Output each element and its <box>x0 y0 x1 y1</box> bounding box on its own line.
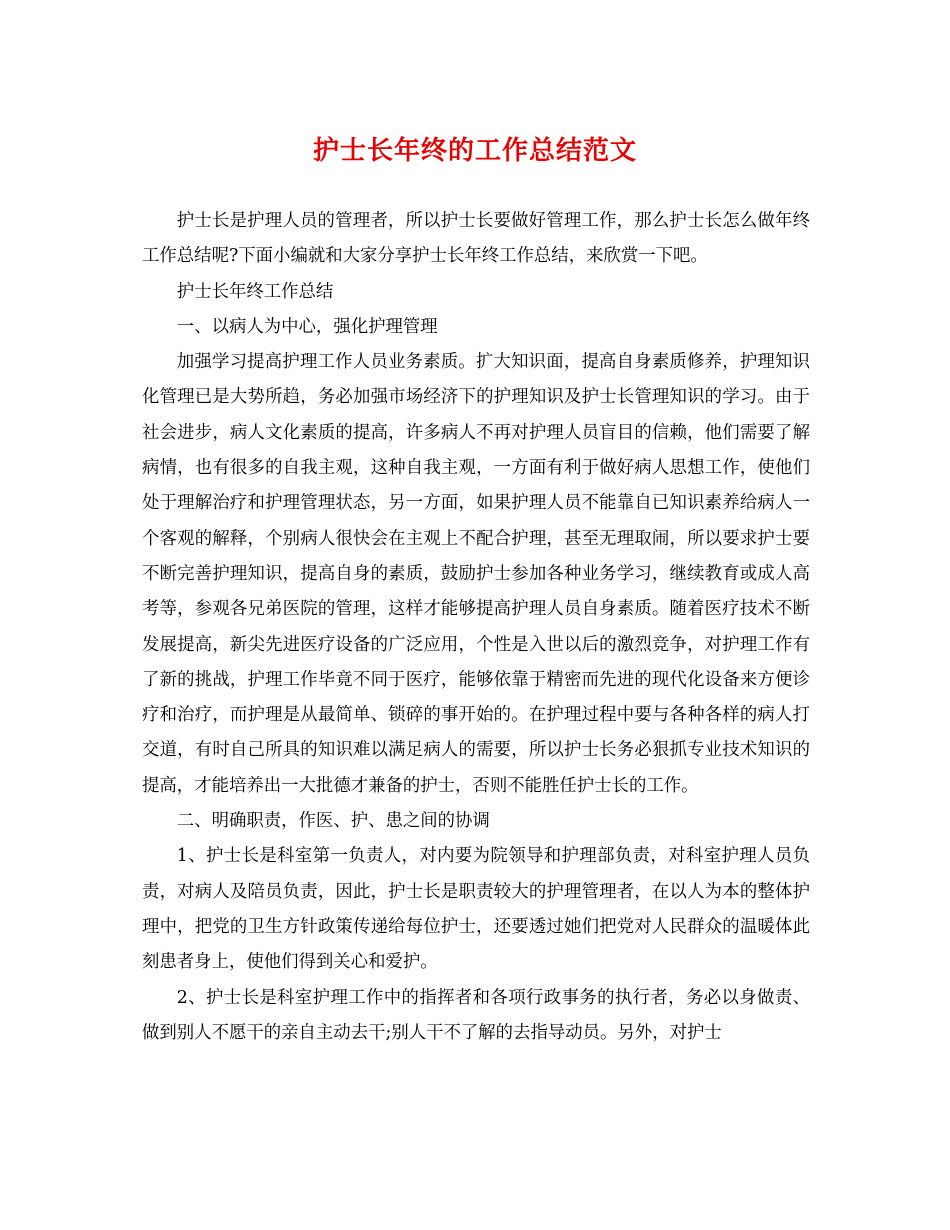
section-heading-2: 二、明确职责，作医、护、患之间的协调 <box>176 811 490 832</box>
paragraph-item-2: 2、护士长是科室护理工作中的指挥者和各项行政事务的执行者，务必以身做责、做到别人不愿干的亲自主动去干;别人干不了解的去指导动员。另外，对护士 <box>142 987 810 1043</box>
document-title: 护士长年终的工作总结范文 <box>312 136 637 166</box>
paragraph-intro: 护士长是护理人员的管理者，所以护士长要做好管理工作，那么护士长怎么做年终工作总结呢?下面小编就和大家分享护士长年终工作总结，来欣赏一下吧。 <box>142 211 810 267</box>
paragraph-section-1: 加强学习提高护理工作人员业务素质。扩大知识面，提高自身素质修养，护理知识化管理已是大势所趋，务必加强市场经济下的护理知识及护士长管理知识的学习。由于社会进步，病人文化素质的提高，许多病人不再对护理人员盲目的信赖，他们需要了解病情，也有很多的自我主观，这种自我主观，一方面有利于做好病人思想工作，使他们处于理解治疗和护理管理状态，另一方面，如果护理人员不能靠自已知识素养给病人一个客观的解释，个别病人很快会在主观上不配合护理，甚至无理取闹，所以要求护士要不断完善护理知识，提高自身的素质，鼓励护士参加各种业务学习，继续教育或成人高考等，参观各兄弟医院的管理，这样才能够提高护理人员自身素质。随着医疗技术不断发展提高，新尖先进医疗设备的广泛应用，个性是入世以后的激烈竞争，对护理工作有了新的挑战，护理工作毕竟不同于医疗，能够依靠于精密而先进的现代化设备来方便诊疗和治疗，而护理是从最简单、锁碎的事开始的。在护理过程中要与各种各样的病人打交道，有时自己所具的知识难以满足病人的需要，所以护士长务必狠抓专业技术知识的提高，才能培养出一大批德才兼备的护士，否则不能胜任护士长的工作。 <box>142 352 810 796</box>
document-body <box>142 204 810 1051</box>
section-heading-1: 一、以病人为中心，强化护理管理 <box>176 316 438 337</box>
paragraph-subtitle: 护士长年终工作总结 <box>176 281 334 302</box>
paragraph-item-1: 1、护士长是科室第一负责人，对内要为院领导和护理部负责，对科室护理人员负责，对病人及陪员负责，因此，护士长是职责较大的护理管理者，在以人为本的整体护理中，把党的卫生方针政策传递给每位护士，还要透过她们把党对人民群众的温暖体此刻患者身上，使他们得到关心和爱护。 <box>142 846 810 973</box>
